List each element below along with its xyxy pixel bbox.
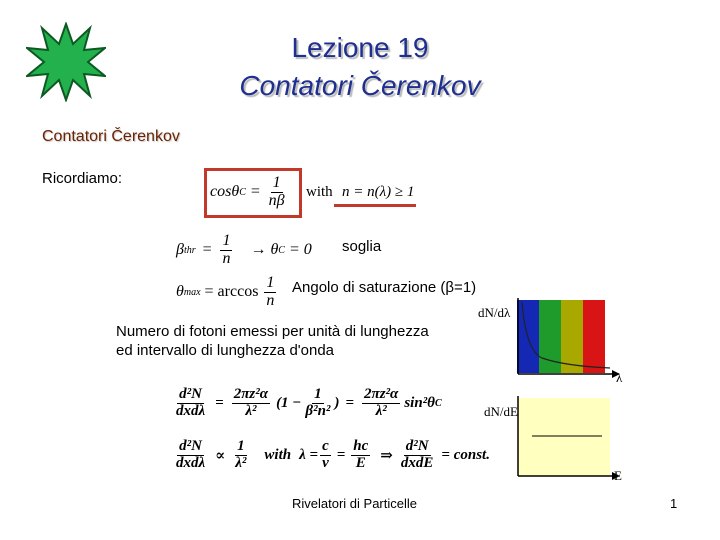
eq3-f1-num: 2πz²α xyxy=(233,385,269,402)
numero-line2: ed intervallo di lunghezza d'onda xyxy=(116,342,335,359)
eq4-lambda: λ = xyxy=(299,446,319,463)
arrow-text: → θ xyxy=(250,241,279,258)
eq3-f2-num: 1 xyxy=(314,385,322,402)
eq3-sin-sub: C xyxy=(434,397,442,409)
eq3-eq1: = xyxy=(215,394,224,411)
angolo-label: Angolo di saturazione (β=1) xyxy=(292,279,477,296)
top-plot-xlabel: λ xyxy=(616,370,623,385)
photon-yield-equation xyxy=(172,380,442,426)
with-text: with xyxy=(306,184,333,200)
cos-sub: C xyxy=(239,186,246,198)
eq4-const: = const. xyxy=(441,446,490,463)
bottom-plot-xlabel: E xyxy=(614,468,622,483)
eq4-hc-den: E xyxy=(355,454,366,471)
eq3-sin: sin²θ xyxy=(404,394,435,411)
eq3-f1 xyxy=(232,387,270,420)
eq3-lhs-den: dxdλ xyxy=(176,402,206,419)
photon-proportionality-equation xyxy=(172,432,490,478)
beta-thr: β xyxy=(176,241,184,258)
slide-title-line1: Lezione 19 xyxy=(291,32,429,63)
ricordiamo-label: Ricordiamo: xyxy=(42,170,123,187)
eq4-lhs-num: d²N xyxy=(179,437,202,454)
eq4-arrow: ⇒ xyxy=(380,447,393,464)
eq4-rhs-num: d²N xyxy=(405,437,429,454)
thr-fraction xyxy=(220,233,232,268)
cos-eq: = xyxy=(249,183,261,200)
page-number: 1 xyxy=(670,496,678,511)
beta-threshold-equation xyxy=(176,230,312,270)
eq3-eq2: = xyxy=(345,394,354,411)
eq3-lhs-num: d²N xyxy=(179,385,202,402)
eq4-c-den: ν xyxy=(322,454,329,471)
soglia-label: soglia xyxy=(342,238,382,255)
bottom-plot-axes xyxy=(510,394,620,484)
numero-line1: Numero di fotoni emessi per unità di lunghezza xyxy=(116,323,429,340)
cos-den: nβ xyxy=(268,191,285,209)
eq4-hc xyxy=(351,439,370,472)
eq3-f2 xyxy=(303,387,332,420)
eq4-rhs xyxy=(399,439,436,472)
beta-thr-sub: thr xyxy=(183,244,196,256)
max-fraction xyxy=(264,275,276,310)
eq4-prop: ∝ xyxy=(215,447,226,464)
eq3-f2-den: β²n² xyxy=(305,402,331,419)
bottom-plot-ylabel: dN/dE xyxy=(484,404,518,419)
top-plot-axes xyxy=(510,296,620,382)
eq3-bracket-close: ) xyxy=(334,394,340,411)
eq4-eq1: = xyxy=(336,446,346,463)
arccos: = arccos xyxy=(204,283,259,300)
eq3-f3-num: 2πz²α xyxy=(364,385,399,402)
arrow-sub: C xyxy=(278,244,285,256)
eq3-lhs xyxy=(174,387,207,420)
arrow-rhs: = 0 xyxy=(288,241,312,258)
eq3-f3-den: λ² xyxy=(375,402,387,419)
cos-fraction xyxy=(267,175,287,210)
theta-max: θ xyxy=(176,283,184,300)
eq4-f xyxy=(233,439,248,472)
eq4-hc-num: hc xyxy=(353,437,369,454)
thr-num: 1 xyxy=(222,231,231,249)
section-subtitle: Contatori Čerenkov xyxy=(42,128,180,145)
max-num: 1 xyxy=(266,273,275,291)
theta-max-sub: max xyxy=(183,286,201,298)
n-condition: n = n(λ) ≥ 1 xyxy=(342,184,415,200)
eq3-f1-den: λ² xyxy=(245,402,257,419)
beta-thr-eq: = xyxy=(201,241,213,258)
slide-title-line2: Contatori Čerenkov xyxy=(239,70,481,101)
eq4-lhs xyxy=(174,439,207,472)
eq4-lhs-den: dxdλ xyxy=(176,454,206,471)
max-den: n xyxy=(266,291,275,309)
cos-equation xyxy=(210,172,289,212)
eq4-f-den: λ² xyxy=(235,454,247,471)
top-plot-ylabel: dN/dλ xyxy=(478,305,511,320)
eq4-f-num: 1 xyxy=(237,437,245,454)
eq4-rhs-den: dxdE xyxy=(400,454,434,471)
theta-max-equation xyxy=(176,272,278,312)
eq4-with: with xyxy=(264,446,292,463)
eq3-bracket-open: (1 − xyxy=(276,394,302,411)
eq3-f3 xyxy=(362,387,400,420)
eq4-c xyxy=(320,439,331,472)
eq4-c-num: c xyxy=(322,437,329,454)
thr-den: n xyxy=(222,249,231,267)
n-condition-underline xyxy=(334,204,416,207)
footer-text: Rivelatori di Particelle xyxy=(292,496,417,511)
cos-lhs: cosθ xyxy=(210,183,240,200)
cos-num: 1 xyxy=(272,173,281,191)
